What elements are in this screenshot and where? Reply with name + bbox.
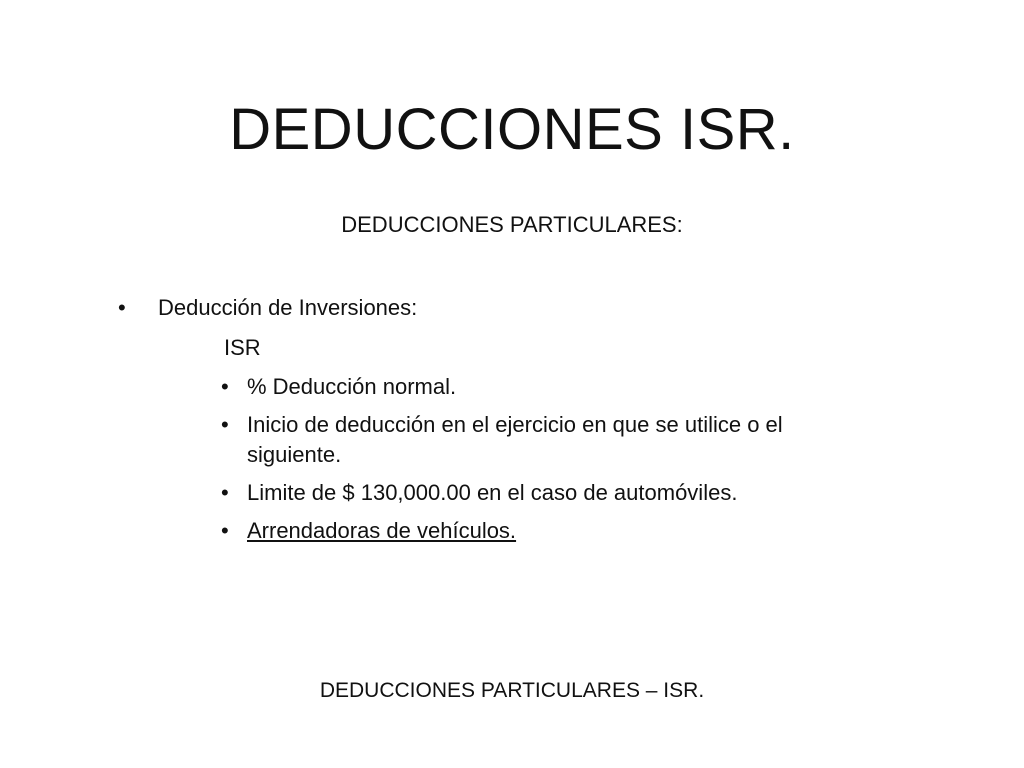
list-item	[221, 516, 881, 546]
bullet-icon: •	[118, 295, 126, 320]
bullet-icon: •	[221, 374, 229, 399]
list-item-text: Inicio de deducción en el ejercicio en que se utilice o el siguiente.	[247, 412, 783, 467]
slide-subtitle: DEDUCCIONES PARTICULARES:	[341, 212, 683, 237]
list-item	[221, 478, 881, 508]
bullet-icon: •	[221, 480, 229, 505]
sub-bullet-list	[221, 372, 881, 554]
list-item-text: Limite de $ 130,000.00 en el caso de automóviles.	[247, 480, 738, 505]
slide-footer: DEDUCCIONES PARTICULARES – ISR.	[319, 679, 705, 702]
sub-heading: ISR	[224, 335, 261, 360]
list-item	[221, 410, 881, 470]
list-item-text-underlined: Arrendadoras de vehículos.	[247, 518, 517, 543]
slide-title: DEDUCCIONES ISR.	[229, 97, 795, 162]
list-item-text: % Deducción normal.	[247, 374, 457, 399]
bullet-icon: •	[221, 412, 229, 437]
list-item	[221, 372, 881, 402]
bullet-icon: •	[221, 518, 229, 543]
main-bullet-text: Deducción de Inversiones:	[158, 295, 418, 320]
